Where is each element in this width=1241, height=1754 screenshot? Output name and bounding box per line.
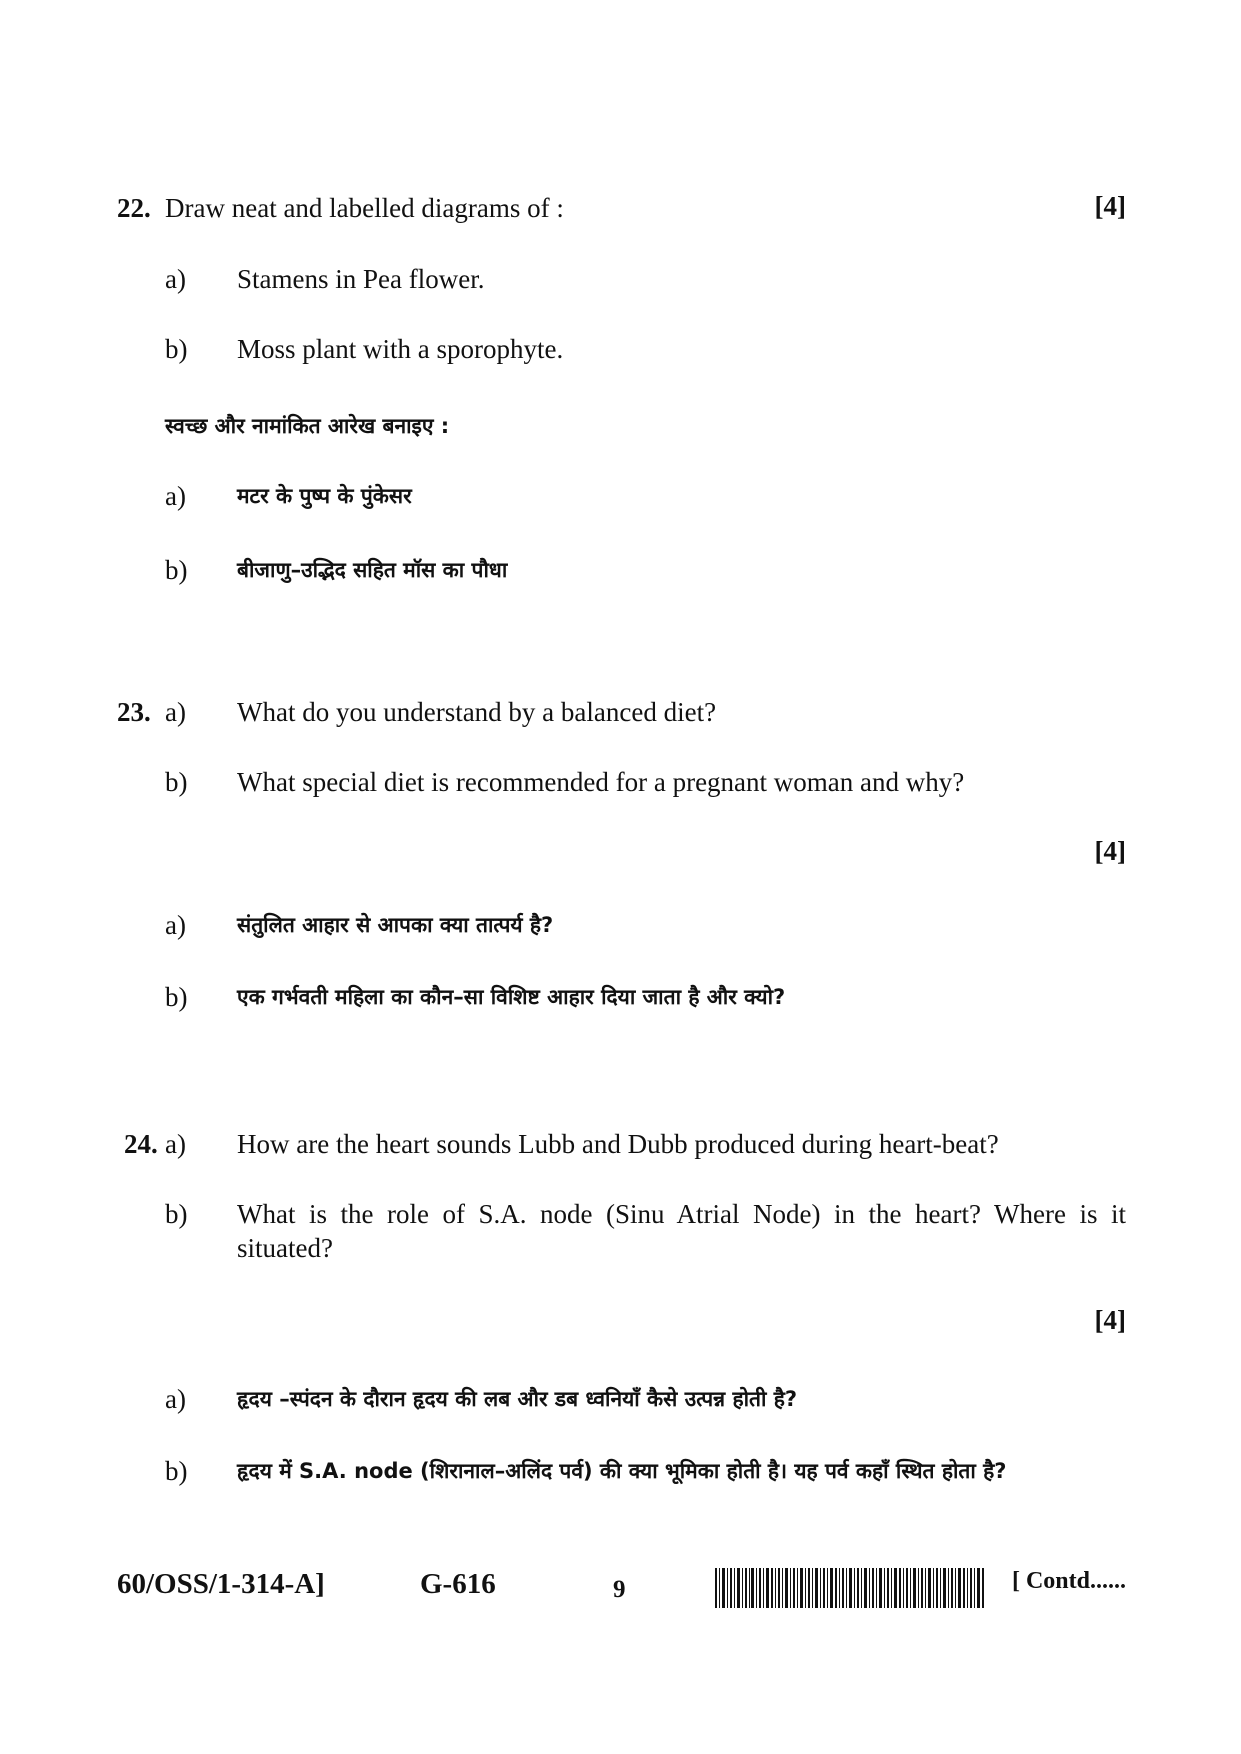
q22-hi-b-text: बीजाणु–उद्भिद सहित मॉस का पौधा (237, 558, 508, 582)
q22-en-a-label: a) (165, 264, 186, 294)
q24-hi-b-text: हृदय में S.A. node (शिरानाल–अलिंद पर्व) की क्या भूमिका होती है। यह पर्व कहाँ स्थित होता है? (237, 1459, 1007, 1483)
q24-en-a-text: How are the heart sounds Lubb and Dubb produced during heart-beat? (237, 1129, 999, 1159)
q22-en-b-label: b) (165, 334, 188, 364)
q24-marks: [4] (1094, 1305, 1126, 1335)
q24-number: 24. (124, 1129, 158, 1159)
q22-prompt: Draw neat and labelled diagrams of : (165, 193, 564, 223)
q24-hi-a-label: a) (165, 1384, 186, 1414)
series-code: G-616 (420, 1568, 496, 1600)
q24-en-b-label: b) (165, 1199, 188, 1229)
q23-marks: [4] (1094, 836, 1126, 866)
q22-marks: [4] (1094, 191, 1126, 221)
q22-en-b-text: Moss plant with a sporophyte. (237, 334, 564, 364)
q24-en-b-text: What is the role of S.A. node (Sinu Atrial Node) in the heart? Where is it situated? (237, 1199, 1126, 1263)
q23-hi-b-text: एक गर्भवती महिला का कौन–सा विशिष्ट आहार दिया जाता है और क्यो? (237, 985, 786, 1009)
q22-hi-prompt: स्वच्छ और नामांकित आरेख बनाइए : (165, 414, 450, 438)
q24-hi-a-text: हृदय –स्पंदन के दौरान हृदय की लब और डब ध्वनियाँ कैसे उत्पन्न होती है? (237, 1387, 798, 1411)
q23-en-b-text: What special diet is recommended for a pregnant woman and why? (237, 767, 965, 797)
q24-en-a-label: a) (165, 1129, 186, 1159)
q22-hi-b-label: b) (165, 555, 188, 585)
q23-en-a-label: a) (165, 697, 186, 727)
q22-hi-a-text: मटर के पुष्प के पुंकेसर (237, 484, 412, 508)
contd-label: [ Contd...... (1011, 1568, 1126, 1594)
q23-en-a-text: What do you understand by a balanced diet? (237, 697, 717, 727)
q23-hi-a-label: a) (165, 910, 186, 940)
q23-hi-a-text: संतुलित आहार से आपका क्या तात्पर्य है? (237, 913, 554, 937)
q22-hi-a-label: a) (165, 481, 186, 511)
q23-en-b-label: b) (165, 767, 188, 797)
q22-en-a-text: Stamens in Pea flower. (237, 264, 485, 294)
q24-hi-b-label: b) (165, 1456, 188, 1486)
q23-hi-b-label: b) (165, 982, 188, 1012)
barcode-icon (715, 1568, 985, 1608)
q22-number: 22. (117, 193, 151, 223)
q23-number: 23. (117, 697, 151, 727)
page-number: 9 (613, 1576, 626, 1603)
paper-code: 60/OSS/1-314-A] (117, 1568, 325, 1600)
